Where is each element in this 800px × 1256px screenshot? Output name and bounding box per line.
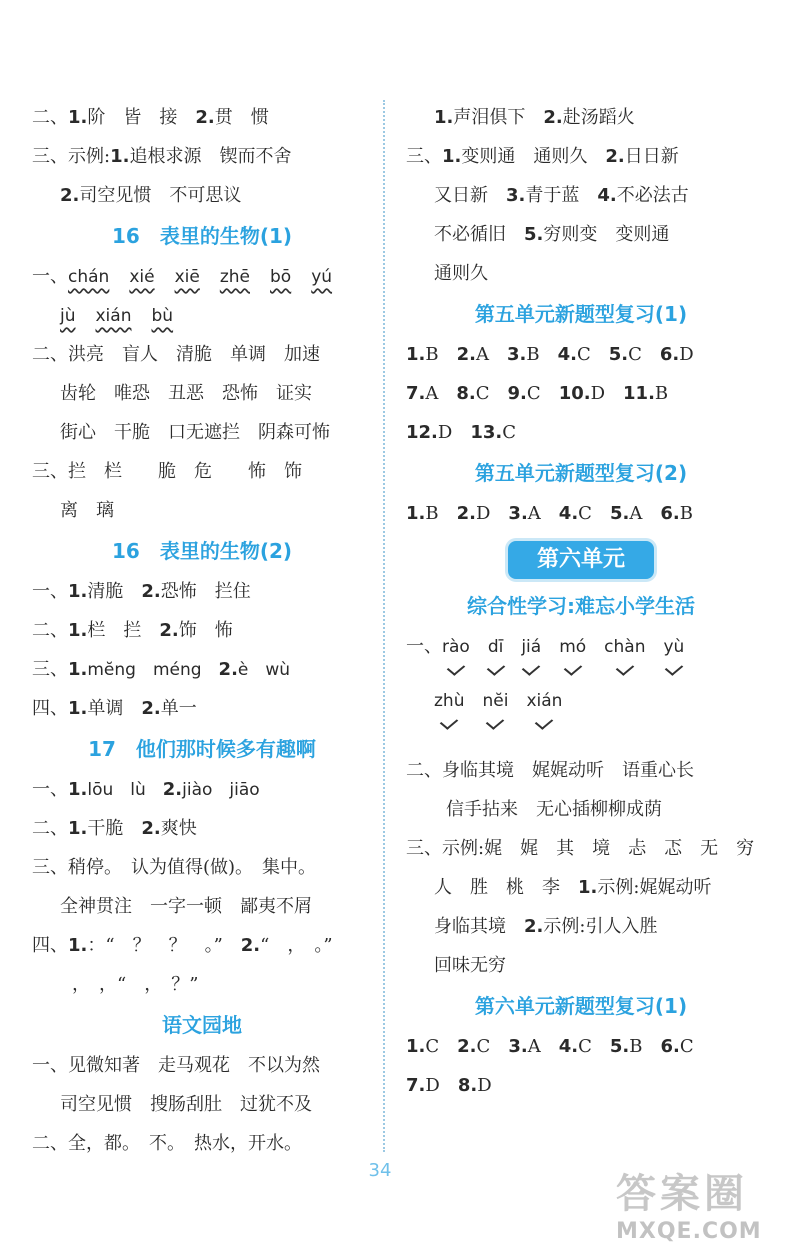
section-heading: 16 表里的生物(1) [111, 224, 293, 248]
choice-answer-line: 1.C 2.C 3.A 4.C 5.B 6.C [406, 1036, 694, 1057]
answer-line: 一、1.清脆 2.恐怖 拦住 [32, 581, 251, 602]
pinyin-tick-line: zhù nĕi xián [434, 691, 563, 711]
pinyin-line: jù xián bù [60, 306, 174, 326]
answer-line: 身临其境 2.示例:引人入胜 [434, 916, 658, 937]
section-heading: 第五单元新题型复习(2) [474, 461, 688, 485]
answer-line: 三、稍停。 认为值得(做)。 集中。 [32, 857, 317, 878]
section-heading: 语文园地 [162, 1013, 242, 1037]
answer-line: 回味无穷 [434, 955, 506, 976]
answer-line: 二、1.干脆 2.爽快 [32, 818, 197, 839]
watermark-url: MXQE.COM [616, 1219, 762, 1244]
answer-line: 四、1.：“ ？ ？ 。” 2.“ ， 。” [32, 935, 333, 956]
section-heading: 综合性学习:难忘小学生活 [467, 594, 695, 618]
answer-line: 2.司空见惯 不可思议 [60, 185, 242, 206]
answer-line: 四、1.单调 2.单一 [32, 698, 197, 719]
watermark-logo [616, 1162, 792, 1250]
choice-answer-line: 1.B 2.D 3.A 4.C 5.A 6.B [406, 503, 693, 524]
choice-answer-line: 1.B 2.A 3.B 4.C 5.C 6.D [406, 344, 694, 365]
section-heading: 17 他们那时候多有趣啊 [88, 737, 316, 761]
pinyin-tick-line: 一、rào dī jiá mó chàn yù [406, 636, 685, 657]
answer-line: ， ，“ ， ？” [72, 974, 199, 995]
answer-line: 信手拈来 无心插柳柳成荫 [446, 799, 662, 820]
answer-line: 一、1.lōu lù 2.jiào jiāo [32, 779, 260, 800]
answer-line: 街心 干脆 口无遮拦 阴森可怖 [60, 422, 330, 443]
choice-answer-line: 7.D 8.D [406, 1075, 492, 1096]
answer-line: 通则久 [434, 263, 488, 284]
right-column [406, 98, 756, 1105]
answer-line: 齿轮 唯恐 丑恶 恐怖 证实 [60, 383, 312, 404]
answer-line: 三、示例:1.追根求源 锲而不舍 [32, 146, 292, 167]
section-heading: 16 表里的生物(2) [111, 539, 293, 563]
answer-line: 三、示例:娓 娓 其 境 忐 忑 无 穷 [406, 838, 755, 859]
answer-line: 二、身临其境 娓娓动听 语重心长 [406, 760, 694, 781]
answer-line: 三、1.变则通 通则久 2.日日新 [406, 146, 679, 167]
answer-line: 1.声泪俱下 2.赴汤蹈火 [434, 107, 635, 128]
choice-answer-line: 7.A 8.C 9.C 10.D 11.B [406, 383, 669, 404]
section-heading: 第五单元新题型复习(1) [474, 302, 688, 326]
unit-banner: 第六单元 [508, 541, 654, 579]
answer-line: 司空见惯 搜肠刮肚 过犹不及 [60, 1094, 312, 1115]
answer-line: 人 胜 桃 李 1.示例:娓娓动听 [434, 877, 712, 898]
answer-line: 不必循旧 5.穷则变 变则通 [434, 224, 670, 245]
answer-line: 全神贯注 一字一顿 鄙夷不屑 [60, 896, 312, 917]
answer-line: 三、1.mĕng méng 2.è wù [32, 659, 291, 680]
answer-line: 二、1.阶 皆 接 2.贯 惯 [32, 107, 269, 128]
watermark-text: 答案圈 [616, 1171, 748, 1217]
answer-line: 二、全，都。 不。 热水，开水。 [32, 1133, 302, 1154]
section-heading: 第六单元新题型复习(1) [474, 994, 688, 1018]
answer-line: 二、1.栏 拦 2.饰 怖 [32, 620, 233, 641]
left-column [32, 98, 372, 1163]
answer-line: 一、见微知著 走马观花 不以为然 [32, 1055, 320, 1076]
answer-line: 二、洪亮 盲人 清脆 单调 加速 [32, 344, 320, 365]
choice-answer-line: 12.D 13.C [406, 422, 516, 443]
answer-line: 三、拦 栏 脆 危 怖 饰 [32, 461, 302, 482]
page-number: 34 [368, 1160, 392, 1181]
pinyin-line: 一、chán xié xiē zhē bō yú [32, 266, 333, 287]
answer-line: 又日新 3.青于蓝 4.不必法古 [434, 185, 689, 206]
answer-line: 离 璃 [60, 500, 114, 521]
column-divider [383, 100, 385, 1152]
